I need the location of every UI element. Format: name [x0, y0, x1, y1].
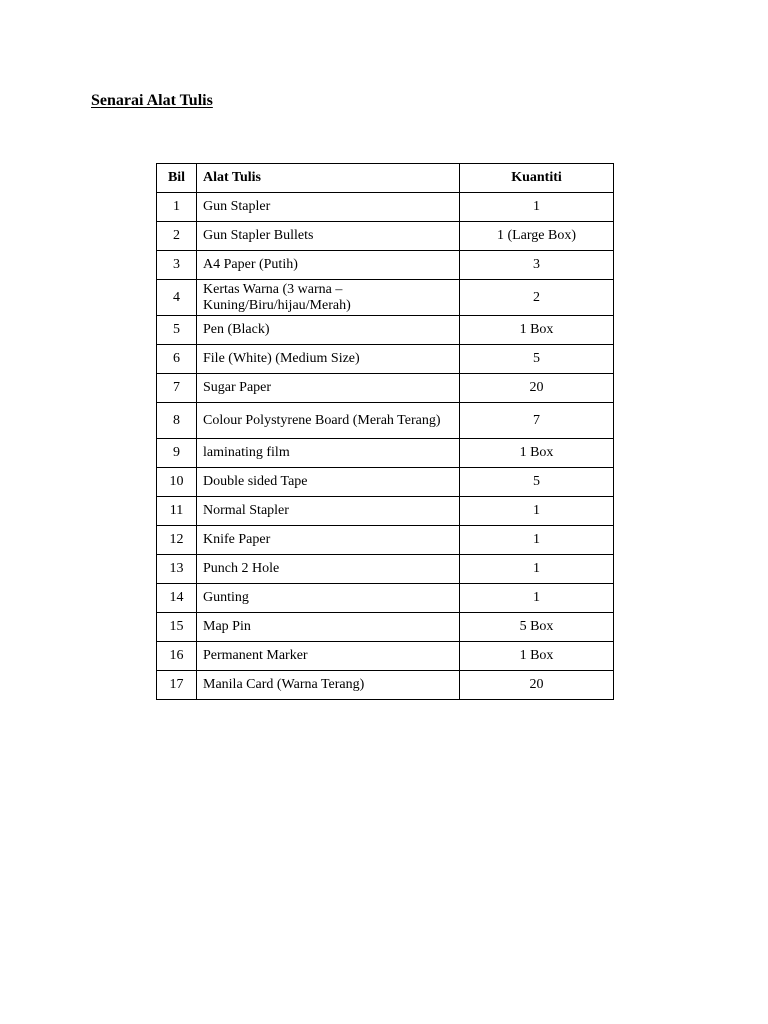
table-row	[157, 642, 614, 671]
row-bil: 15	[157, 613, 197, 642]
row-item: Colour Polystyrene Board (Merah Terang)	[197, 403, 460, 439]
table-row	[157, 222, 614, 251]
row-bil: 11	[157, 497, 197, 526]
row-bil: 6	[157, 345, 197, 374]
row-bil: 17	[157, 671, 197, 700]
table-header-row	[157, 164, 614, 193]
row-qty: 1 Box	[460, 439, 614, 468]
row-qty: 1	[460, 584, 614, 613]
row-qty: 2	[460, 280, 614, 316]
row-qty: 1	[460, 497, 614, 526]
row-qty: 20	[460, 671, 614, 700]
table-row	[157, 403, 614, 439]
row-item: Gun Stapler Bullets	[197, 222, 460, 251]
header-bil: Bil	[157, 164, 197, 193]
table-row	[157, 584, 614, 613]
row-qty: 5	[460, 468, 614, 497]
row-qty: 1 Box	[460, 316, 614, 345]
row-bil: 4	[157, 280, 197, 316]
row-bil: 9	[157, 439, 197, 468]
row-item: Manila Card (Warna Terang)	[197, 671, 460, 700]
table-row	[157, 468, 614, 497]
row-item: Pen (Black)	[197, 316, 460, 345]
table-row	[157, 671, 614, 700]
row-item: A4 Paper (Putih)	[197, 251, 460, 280]
row-bil: 14	[157, 584, 197, 613]
row-item: Knife Paper	[197, 526, 460, 555]
row-item: Gun Stapler	[197, 193, 460, 222]
table-row	[157, 555, 614, 584]
row-item: Map Pin	[197, 613, 460, 642]
row-qty: 1 Box	[460, 642, 614, 671]
row-item: Normal Stapler	[197, 497, 460, 526]
row-bil: 16	[157, 642, 197, 671]
row-bil: 3	[157, 251, 197, 280]
table-row	[157, 439, 614, 468]
table-row	[157, 251, 614, 280]
table-row	[157, 280, 614, 316]
row-qty: 1	[460, 193, 614, 222]
row-item: Kertas Warna (3 warna – Kuning/Biru/hijau/Merah)	[197, 280, 460, 316]
table-row	[157, 613, 614, 642]
stationery-table	[156, 163, 614, 700]
row-item: File (White) (Medium Size)	[197, 345, 460, 374]
table-row	[157, 345, 614, 374]
row-qty: 5	[460, 345, 614, 374]
row-qty: 5 Box	[460, 613, 614, 642]
row-item: Punch 2 Hole	[197, 555, 460, 584]
row-qty: 3	[460, 251, 614, 280]
table-row	[157, 193, 614, 222]
row-bil: 12	[157, 526, 197, 555]
table-row	[157, 526, 614, 555]
row-qty: 1 (Large Box)	[460, 222, 614, 251]
table-row	[157, 374, 614, 403]
row-qty: 7	[460, 403, 614, 439]
row-item: Double sided Tape	[197, 468, 460, 497]
row-bil: 5	[157, 316, 197, 345]
row-bil: 8	[157, 403, 197, 439]
page-title: Senarai Alat Tulis	[91, 92, 213, 109]
table-row	[157, 316, 614, 345]
row-qty: 20	[460, 374, 614, 403]
row-item: laminating film	[197, 439, 460, 468]
row-bil: 7	[157, 374, 197, 403]
row-bil: 13	[157, 555, 197, 584]
row-bil: 10	[157, 468, 197, 497]
row-qty: 1	[460, 526, 614, 555]
header-item: Alat Tulis	[197, 164, 460, 193]
row-item: Permanent Marker	[197, 642, 460, 671]
row-item: Gunting	[197, 584, 460, 613]
row-bil: 2	[157, 222, 197, 251]
row-qty: 1	[460, 555, 614, 584]
row-item: Sugar Paper	[197, 374, 460, 403]
table-row	[157, 497, 614, 526]
header-qty: Kuantiti	[460, 164, 614, 193]
row-bil: 1	[157, 193, 197, 222]
